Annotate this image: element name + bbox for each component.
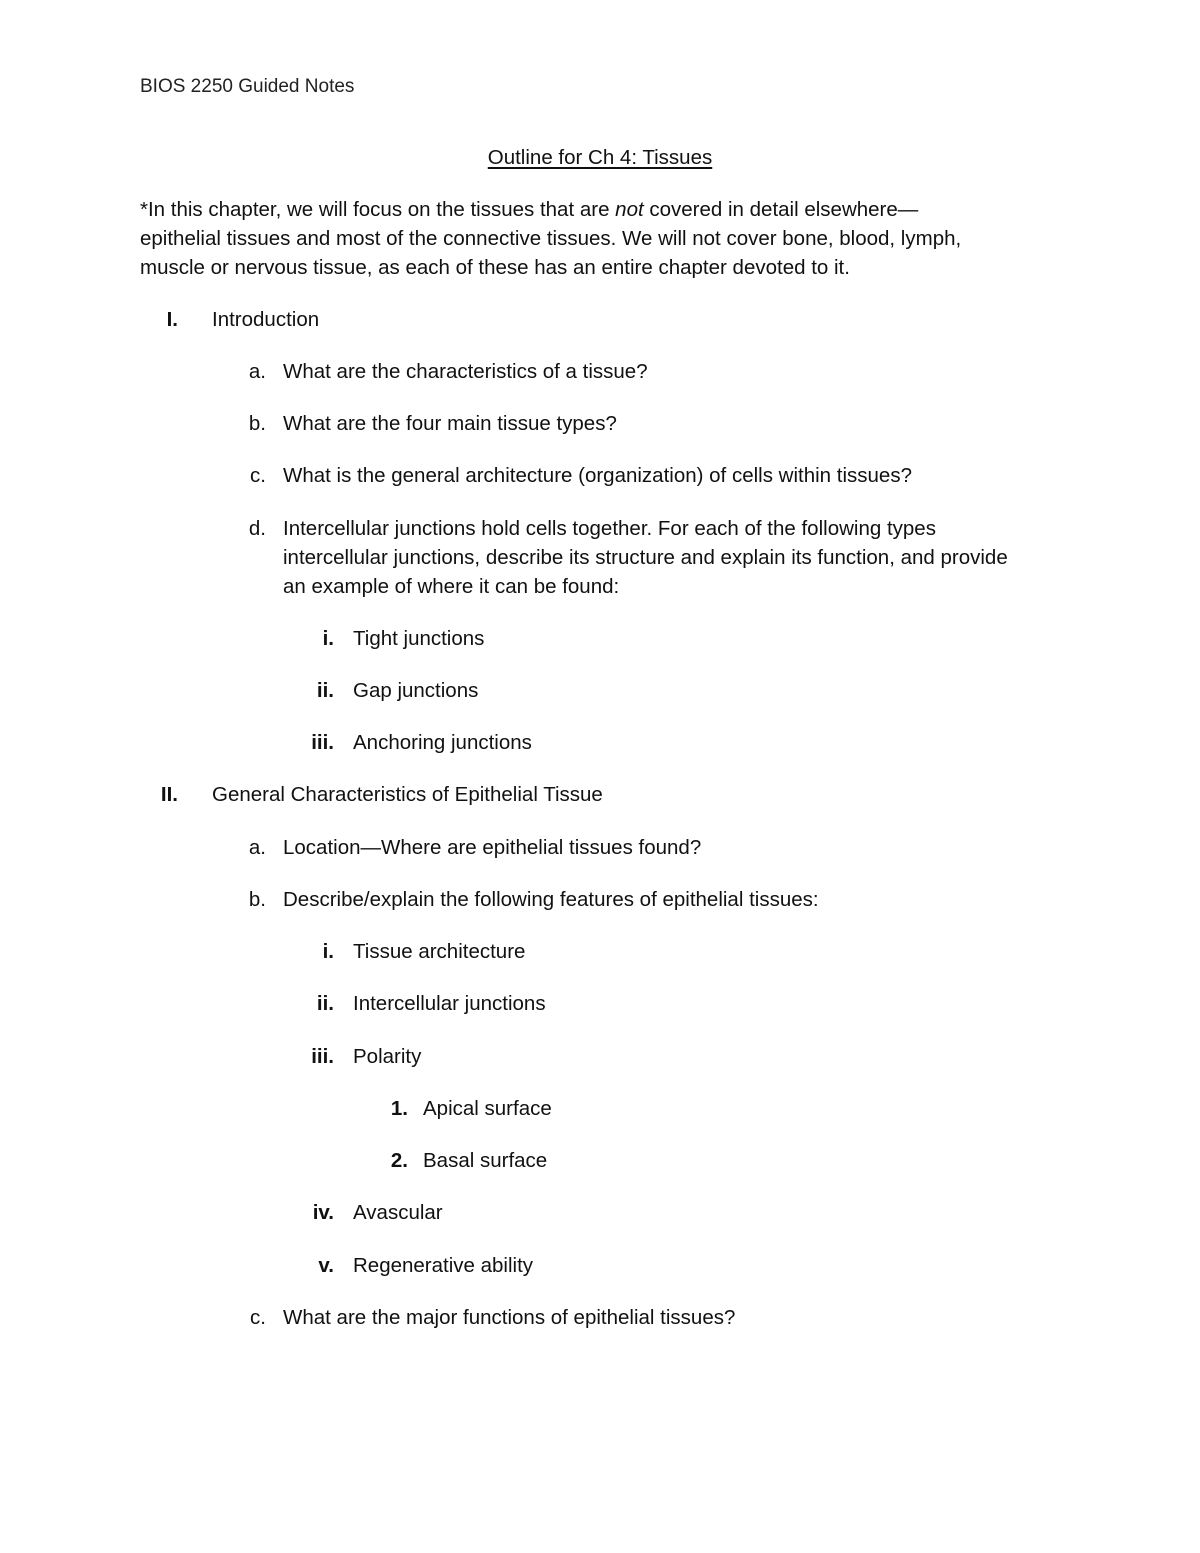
list-item-marker: a. (248, 836, 266, 859)
intro-line-1-end: covered in detail elsewhere— (643, 198, 919, 221)
intro-emphasis: not (615, 198, 644, 221)
list-item-line: Intercellular junctions hold cells together. For each of the following types (283, 517, 936, 540)
section-marker: II. (160, 783, 178, 806)
numbered-item-marker: 2. (390, 1149, 408, 1172)
sub-item-text: Gap junctions (353, 679, 479, 702)
list-item-text: Location—Where are epithelial tissues found? (283, 836, 702, 859)
list-item-text: What is the general architecture (organization) of cells within tissues? (283, 464, 912, 487)
document-header: BIOS 2250 Guided Notes (140, 76, 355, 97)
sub-item-marker: v. (318, 1254, 334, 1277)
list-item-text: What are the major functions of epithelial tissues? (283, 1306, 736, 1329)
list-item-marker: a. (248, 360, 266, 383)
intro-line-2: epithelial tissues and most of the connective tissues. We will not cover bone, blood, lymph, (140, 227, 962, 250)
intro-paragraph (140, 195, 1080, 282)
numbered-item-marker: 1. (390, 1097, 408, 1120)
sub-item-marker: ii. (316, 679, 334, 702)
list-item-marker: c. (250, 1306, 266, 1329)
list-item-text: What are the four main tissue types? (283, 412, 617, 435)
sub-item-marker: i. (322, 627, 334, 650)
sub-item-text: Avascular (353, 1201, 443, 1224)
sub-item-text: Tight junctions (353, 627, 485, 650)
section-heading: Introduction (212, 308, 320, 331)
list-item-marker: d. (248, 517, 266, 540)
list-item-text: Describe/explain the following features of epithelial tissues: (283, 888, 819, 911)
list-item-text: What are the characteristics of a tissue? (283, 360, 648, 383)
sub-item-marker: iv. (312, 1201, 334, 1224)
list-item-line: intercellular junctions, describe its structure and explain its function, and provide (283, 546, 1008, 569)
sub-item-marker: ii. (316, 992, 334, 1015)
page-title-text: Outline for Ch 4: Tissues (487, 146, 713, 169)
intro-line-1 (140, 195, 1080, 224)
sub-item-text: Intercellular junctions (353, 992, 546, 1015)
sub-item-marker: i. (322, 940, 334, 963)
list-item-text-multiline (283, 514, 1083, 601)
sub-item-marker: iii. (311, 731, 334, 754)
list-item-marker: b. (248, 888, 266, 911)
page-title (0, 143, 1200, 172)
sub-item-text: Tissue architecture (353, 940, 526, 963)
sub-item-marker: iii. (311, 1045, 334, 1068)
numbered-item-text: Basal surface (423, 1149, 548, 1172)
intro-line-1-start: *In this chapter, we will focus on the tissues that are (140, 198, 616, 221)
section-marker: I. (166, 308, 178, 331)
numbered-item-text: Apical surface (423, 1097, 552, 1120)
list-item-marker: b. (248, 412, 266, 435)
list-item-line: an example of where it can be found: (283, 575, 620, 598)
section-heading: General Characteristics of Epithelial Tissue (212, 783, 603, 806)
sub-item-text: Anchoring junctions (353, 731, 532, 754)
intro-line-3: muscle or nervous tissue, as each of these has an entire chapter devoted to it. (140, 256, 850, 279)
list-item-marker: c. (250, 464, 266, 487)
sub-item-text: Polarity (353, 1045, 422, 1068)
sub-item-text: Regenerative ability (353, 1254, 534, 1277)
